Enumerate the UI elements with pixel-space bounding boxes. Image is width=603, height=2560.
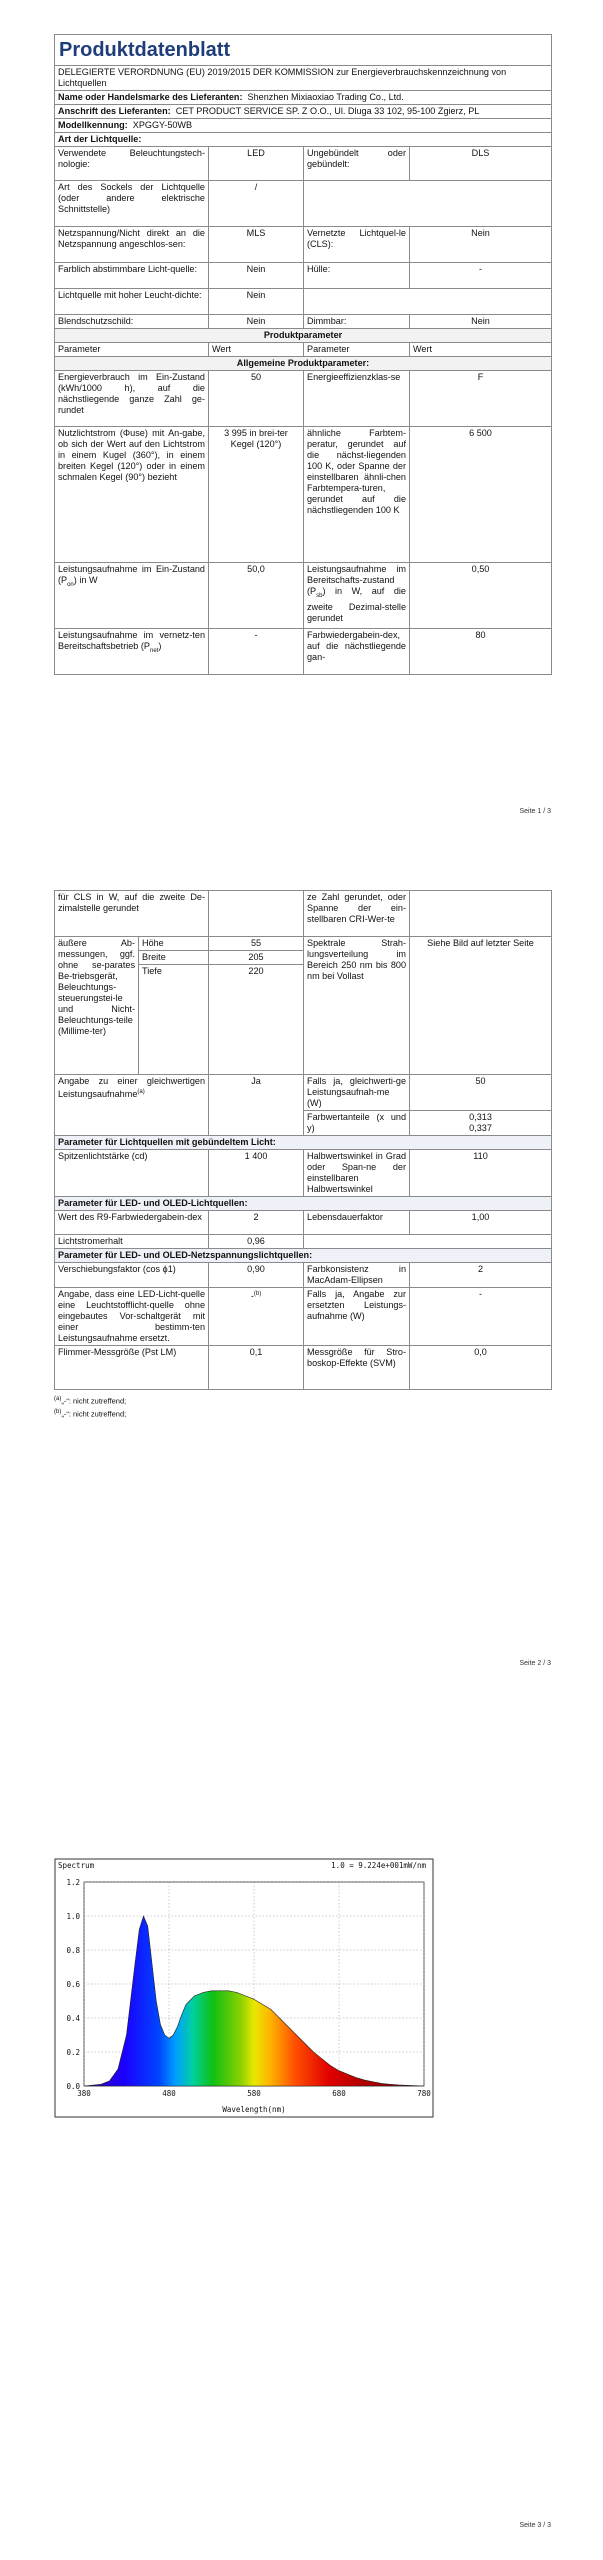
col-header-value-2: Wert bbox=[410, 343, 552, 357]
energy-label: Energieverbrauch im Ein-Zustand (kWh/1000 h), auf die nächstliegende ganze Zahl ge-rundet bbox=[55, 371, 209, 427]
col-header-param-2: Parameter bbox=[304, 343, 410, 357]
envelope-label: Hülle: bbox=[304, 263, 410, 289]
address-value: CET PRODUCT SERVICE SP. Z O.O., Ul. Dluga 33 102, 95-100 Zgierz, PL bbox=[175, 106, 480, 116]
x-tick-label: 480 bbox=[162, 2089, 176, 2098]
y-tick-label: 0.4 bbox=[66, 2014, 80, 2023]
col-header-param: Parameter bbox=[55, 343, 209, 357]
flux-label: Nutzlichtstrom (Φuse) mit An-gabe, ob sich der Wert auf den Lichtstrom in einem Kugel (360°), in einem breiten Kegel (120°) oder in einem schmalen Kegel (90°) bezieht bbox=[55, 427, 209, 563]
y-tick-label: 0.8 bbox=[66, 1946, 80, 1955]
svm-value: 0,0 bbox=[410, 1346, 552, 1390]
energy-class-label: Energieeffizienzklas-se bbox=[304, 371, 410, 427]
page-number-3: Seite 3 / 3 bbox=[519, 2522, 551, 2529]
replace-footnote-mark: (b) bbox=[253, 1291, 262, 1297]
width-value: 205 bbox=[209, 951, 304, 965]
maintenance-label: Lichtstromerhalt bbox=[55, 1235, 209, 1249]
footnote-b bbox=[54, 1407, 551, 1420]
datasheet-page-2 bbox=[54, 890, 551, 1419]
x-tick-label: 780 bbox=[417, 2089, 431, 2098]
tunable-value: Nein bbox=[209, 263, 304, 289]
height-label: Höhe bbox=[139, 937, 209, 951]
standby-label-end: ) in W, auf die zweite Dezimal-stelle gerundet bbox=[307, 586, 406, 623]
standby-label bbox=[304, 563, 410, 629]
footnote-a bbox=[54, 1394, 551, 1407]
y-tick-label: 0.6 bbox=[66, 1980, 80, 1989]
bundled-value: DLS bbox=[410, 147, 552, 181]
envelope-value: - bbox=[410, 263, 552, 289]
cri-value: 80 bbox=[410, 629, 552, 675]
peak-intensity-label: Spitzenlichtstärke (cd) bbox=[55, 1150, 209, 1197]
supplier-row bbox=[55, 91, 552, 105]
power-label-sub: on bbox=[67, 581, 74, 588]
spectrum-chart bbox=[54, 1858, 434, 2118]
equiv-footnote-mark: (a) bbox=[137, 1089, 145, 1095]
beam-angle-value: 110 bbox=[410, 1150, 552, 1197]
net-standby-value: - bbox=[209, 629, 304, 675]
power-label bbox=[55, 563, 209, 629]
page-2 bbox=[0, 850, 603, 1700]
empty-cell bbox=[410, 891, 552, 937]
equiv-watt-label: Falls ja, gleichwerti-ge Leistungsaufnah-me (W) bbox=[304, 1075, 410, 1111]
height-value: 55 bbox=[209, 937, 304, 951]
glare-value: Nein bbox=[209, 315, 304, 329]
power-label-end: ) in W bbox=[73, 575, 98, 585]
depth-label: Tiefe bbox=[139, 965, 209, 1075]
replace-value bbox=[209, 1288, 304, 1346]
tech-label: Verwendete Beleuchtungstech-nologie: bbox=[55, 147, 209, 181]
cct-value: 6 500 bbox=[410, 427, 552, 563]
flicker-label: Flimmer-Messgröße (Pst LM) bbox=[55, 1346, 209, 1390]
datasheet-table-1 bbox=[54, 34, 552, 675]
page-1 bbox=[0, 0, 603, 850]
net-standby-label bbox=[55, 629, 209, 675]
pf-value: 0,90 bbox=[209, 1263, 304, 1288]
model-row bbox=[55, 119, 552, 133]
chroma-x-value: 0,313 bbox=[469, 1112, 492, 1122]
standby-value: 0,50 bbox=[410, 563, 552, 629]
maintenance-value: 0,96 bbox=[209, 1235, 304, 1249]
regulation-text: DELEGIERTE VERORDNUNG (EU) 2019/2015 DER KOMMISSION zur Energieverbrauchskennzeichnung von Lichtquellen bbox=[55, 66, 552, 91]
connected-value: Nein bbox=[410, 227, 552, 263]
mains-label: Netzspannung/Nicht direkt an die Netzspannung angeschlos-sen: bbox=[55, 227, 209, 263]
socket-value: / bbox=[209, 181, 304, 227]
standby-label-text: Leistungsaufnahme im Bereitschafts-zustand (P bbox=[307, 564, 406, 596]
equiv-value: Ja bbox=[209, 1075, 304, 1136]
spd-label: Spektrale Strah-lungsverteilung im Bereich 250 nm bis 800 nm bei Vollast bbox=[304, 937, 410, 1075]
macadam-label: Farbkonsistenz in MacAdam-Ellipsen bbox=[304, 1263, 410, 1288]
replace-watt-value: - bbox=[410, 1288, 552, 1346]
y-tick-label: 1.2 bbox=[66, 1878, 80, 1887]
r9-value: 2 bbox=[209, 1211, 304, 1235]
depth-value: 220 bbox=[209, 965, 304, 1075]
chroma-label: Farbwertanteile (x und y) bbox=[304, 1111, 410, 1136]
general-params-heading: Allgemeine Produktparameter: bbox=[55, 357, 552, 371]
r9-label: Wert des R9-Farbwiedergabein-dex bbox=[55, 1211, 209, 1235]
survival-label: Lebensdauerfaktor bbox=[304, 1211, 410, 1235]
svm-label: Messgröße für Stro-boskop-Effekte (SVM) bbox=[304, 1346, 410, 1390]
peak-intensity-value: 1 400 bbox=[209, 1150, 304, 1197]
empty-cell bbox=[304, 289, 552, 315]
net-standby-label-sub: net bbox=[150, 647, 159, 654]
bundled-label: Ungebündelt oder gebündelt: bbox=[304, 147, 410, 181]
equiv-label-text: Angabe zu einer gleichwertigen Leistungsaufnahme bbox=[58, 1076, 206, 1100]
datasheet-page-1 bbox=[54, 34, 551, 675]
cri-label-cont: ze Zahl gerundet, oder Spanne der ein-stellbaren CRI-Wer-te bbox=[304, 891, 410, 937]
spd-value: Siehe Bild auf letzter Seite bbox=[410, 937, 552, 1075]
replace-value-text: - bbox=[250, 1291, 254, 1302]
net-standby-label-end: ) bbox=[158, 641, 162, 651]
chart-annotation: 1.0 = 9.224e+001mW/nm bbox=[331, 1861, 426, 1870]
footnote-b-mark: (b) bbox=[54, 1408, 62, 1415]
col-header-value: Wert bbox=[209, 343, 304, 357]
y-tick-label: 1.0 bbox=[66, 1912, 80, 1921]
led-mains-heading: Parameter für LED- und OLED-Netzspannungslichtquellen: bbox=[55, 1249, 552, 1263]
chroma-y-value: 0,337 bbox=[469, 1123, 492, 1133]
flux-value: 3 995 in brei-ter Kegel (120°) bbox=[209, 427, 304, 563]
footnote-a-mark: (a) bbox=[54, 1396, 62, 1402]
replace-label: Angabe, dass eine LED-Licht-quelle eine Leuchtstofflicht-quelle ohne eingebautes Vor-schaltgerät mit einer bestimm-ten Leistungsaufnahme ersetzt. bbox=[55, 1288, 209, 1346]
x-axis-label: Wavelength(nm) bbox=[222, 2105, 286, 2114]
x-tick-label: 580 bbox=[247, 2089, 261, 2098]
led-heading: Parameter für LED- und OLED-Lichtquellen: bbox=[55, 1197, 552, 1211]
empty-cell bbox=[304, 1235, 552, 1249]
footnotes bbox=[54, 1394, 551, 1419]
x-tick-label: 680 bbox=[332, 2089, 346, 2098]
supplier-value: Shenzhen Mixiaoxiao Trading Co., Ltd. bbox=[247, 92, 404, 102]
high-lum-label: Lichtquelle mit hoher Leucht-dichte: bbox=[55, 289, 209, 315]
beam-angle-label: Halbwertswinkel in Grad oder Span-ne der einstellbaren Halbwertswinkel bbox=[304, 1150, 410, 1197]
footnote-a-text: „-“: nicht zutreffend; bbox=[61, 1396, 127, 1406]
cri-label: Farbwiedergabein-dex, auf die nächstliegende gan- bbox=[304, 629, 410, 675]
chart-title: Spectrum bbox=[58, 1861, 95, 1870]
net-standby-label-text: Leistungsaufnahme im vernetz-ten Bereitschaftsbetrieb (P bbox=[58, 630, 205, 651]
product-params-heading: Produktparameter bbox=[55, 329, 552, 343]
socket-label: Art des Sockels der Lichtquelle (oder andere elektrische Schnittstelle) bbox=[55, 181, 209, 227]
supplier-label: Name oder Handelsmarke des Lieferanten: bbox=[58, 92, 243, 102]
energy-value: 50 bbox=[209, 371, 304, 427]
high-lum-value: Nein bbox=[209, 289, 304, 315]
directional-heading: Parameter für Lichtquellen mit gebündeltem Licht: bbox=[55, 1136, 552, 1150]
page-number-1: Seite 1 / 3 bbox=[519, 808, 551, 815]
net-standby-label-cont: für CLS in W, auf die zweite De-zimalstelle gerundet bbox=[55, 891, 209, 937]
power-label-text: Leistungsaufnahme im Ein-Zustand (P bbox=[58, 564, 205, 585]
empty-cell bbox=[209, 891, 304, 937]
model-value: XPGGY-50WB bbox=[132, 120, 193, 130]
datasheet-title: Produktdatenblatt bbox=[55, 35, 552, 66]
address-label: Anschrift des Lieferanten: bbox=[58, 106, 171, 116]
glare-label: Blendschutzschild: bbox=[55, 315, 209, 329]
equiv-watt-value: 50 bbox=[410, 1075, 552, 1111]
survival-value: 1,00 bbox=[410, 1211, 552, 1235]
empty-cell bbox=[304, 181, 552, 227]
datasheet-table-2 bbox=[54, 890, 552, 1390]
replace-watt-label: Falls ja, Angabe zur ersetzten Leistungs-aufnahme (W) bbox=[304, 1288, 410, 1346]
dimmable-label: Dimmbar: bbox=[304, 315, 410, 329]
mains-value: MLS bbox=[209, 227, 304, 263]
footnote-b-text: „-“: nicht zutreffend; bbox=[61, 1409, 127, 1418]
pf-label: Verschiebungsfaktor (cos ϕ1) bbox=[55, 1263, 209, 1288]
page-3 bbox=[0, 1700, 603, 2560]
x-tick-label: 380 bbox=[77, 2089, 91, 2098]
width-label: Breite bbox=[139, 951, 209, 965]
power-value: 50,0 bbox=[209, 563, 304, 629]
model-label: Modellkennung: bbox=[58, 120, 128, 130]
dimensions-label: äußere Ab-messungen, ggf. ohne se-parates Be-triebsgerät, Beleuchtungs-steuerungstei-le und Nicht-Beleuchtungs-teile (Millime-ter) bbox=[55, 937, 139, 1075]
energy-class-value: F bbox=[410, 371, 552, 427]
page-number-2: Seite 2 / 3 bbox=[519, 1660, 551, 1667]
chroma-values bbox=[410, 1111, 552, 1136]
cct-label: ähnliche Farbtem-peratur, gerundet auf die nächst-liegenden 100 K, oder Spanne der einstellbaren ähnli-chen Farbtempera-turen, gerundet auf die nächstliegenden 100 K bbox=[304, 427, 410, 563]
equiv-label bbox=[55, 1075, 209, 1136]
tech-value: LED bbox=[209, 147, 304, 181]
tunable-label: Farblich abstimmbare Licht-quelle: bbox=[55, 263, 209, 289]
y-tick-label: 0.2 bbox=[66, 2048, 80, 2057]
address-row bbox=[55, 105, 552, 119]
macadam-value: 2 bbox=[410, 1263, 552, 1288]
standby-label-sub: sb bbox=[316, 592, 323, 599]
dimmable-value: Nein bbox=[410, 315, 552, 329]
flicker-value: 0,1 bbox=[209, 1346, 304, 1390]
light-type-heading: Art der Lichtquelle: bbox=[55, 133, 552, 147]
y-tick-label: 0.0 bbox=[66, 2082, 80, 2091]
connected-label: Vernetzte Lichtquel-le (CLS): bbox=[304, 227, 410, 263]
